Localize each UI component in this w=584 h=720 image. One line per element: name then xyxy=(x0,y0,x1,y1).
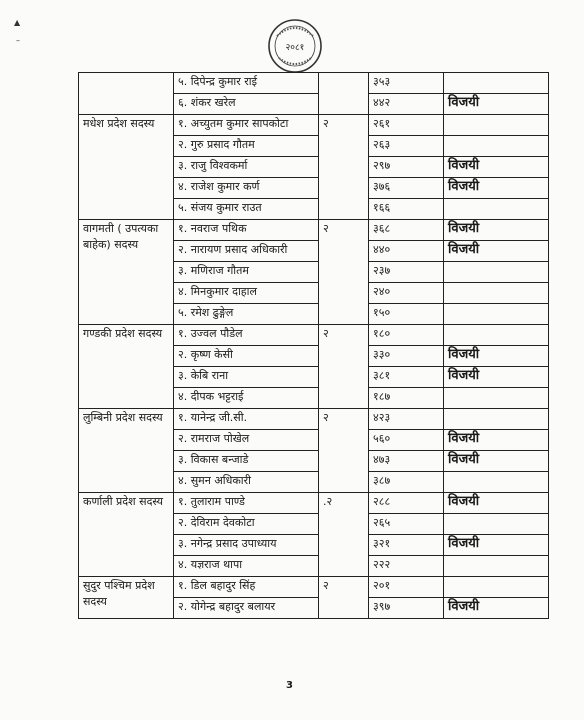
votes-cell: २८८ xyxy=(369,493,444,514)
votes-cell: २२२ xyxy=(369,556,444,577)
votes-cell: ३३० xyxy=(369,346,444,367)
candidate-cell: ४. राजेश कुमार कर्ण xyxy=(174,178,319,199)
candidate-cell: २. योगेन्द्र बहादुर बलायर xyxy=(174,598,319,619)
votes-cell: २६३ xyxy=(369,136,444,157)
candidate-cell: ३. राजु विश्वकर्मा xyxy=(174,157,319,178)
votes-cell: ४२३ xyxy=(369,409,444,430)
result-cell xyxy=(444,115,549,136)
result-cell xyxy=(444,304,549,325)
candidate-cell: १. डिल बहादुर सिंह xyxy=(174,577,319,598)
category-cell: सुदुर पश्चिम प्रदेश सदस्य xyxy=(79,577,174,619)
result-cell xyxy=(444,262,549,283)
candidate-cell: ५. संजय कुमार राउत xyxy=(174,199,319,220)
votes-cell: ३९७ xyxy=(369,598,444,619)
result-cell: विजयी xyxy=(444,241,549,262)
candidate-cell: ३. मणिराज गौतम xyxy=(174,262,319,283)
margin-mark: ▲ xyxy=(14,18,21,27)
table-row xyxy=(79,577,549,598)
candidate-cell: ४. यज्ञराज थापा xyxy=(174,556,319,577)
seats-cell: २ xyxy=(319,325,369,409)
candidate-cell: ३. नगेन्द्र प्रसाद उपाध्याय xyxy=(174,535,319,556)
result-cell: विजयी xyxy=(444,178,549,199)
result-cell xyxy=(444,325,549,346)
result-cell: विजयी xyxy=(444,535,549,556)
result-cell xyxy=(444,514,549,535)
votes-cell: २३७ xyxy=(369,262,444,283)
votes-cell: १५० xyxy=(369,304,444,325)
category-cell: मधेश प्रदेश सदस्य xyxy=(79,115,174,220)
table-row xyxy=(79,115,549,136)
result-cell: विजयी xyxy=(444,157,549,178)
votes-cell: ३६८ xyxy=(369,220,444,241)
candidate-cell: ३. विकास बन्जाडे xyxy=(174,451,319,472)
votes-cell: ४४० xyxy=(369,241,444,262)
table-row xyxy=(79,409,549,430)
seats-cell: २ xyxy=(319,220,369,325)
category-cell: लुम्बिनी प्रदेश सदस्य xyxy=(79,409,174,493)
seats-cell: २ xyxy=(319,115,369,220)
table-row xyxy=(79,493,549,514)
votes-cell: १८० xyxy=(369,325,444,346)
votes-cell: ३८७ xyxy=(369,472,444,493)
category-cell: गण्डकी प्रदेश सदस्य xyxy=(79,325,174,409)
candidate-cell: १. नवराज पथिक xyxy=(174,220,319,241)
category-cell xyxy=(79,73,174,115)
votes-cell: २६५ xyxy=(369,514,444,535)
seats-cell: २ xyxy=(319,577,369,619)
result-cell xyxy=(444,199,549,220)
votes-cell: २४० xyxy=(369,283,444,304)
result-cell: विजयी xyxy=(444,367,549,388)
votes-cell: ३७६ xyxy=(369,178,444,199)
result-cell xyxy=(444,388,549,409)
votes-cell: ५६० xyxy=(369,430,444,451)
category-cell: कर्णाली प्रदेश सदस्य xyxy=(79,493,174,577)
margin-mark: – xyxy=(16,36,20,45)
candidate-cell: १. तुलाराम पाण्डे xyxy=(174,493,319,514)
table-row xyxy=(79,73,549,94)
candidate-cell: ४. सुमन अधिकारी xyxy=(174,472,319,493)
candidate-cell: २. देविराम देवकोटा xyxy=(174,514,319,535)
votes-cell: ४४२ xyxy=(369,94,444,115)
table-row xyxy=(79,220,549,241)
election-results-table xyxy=(78,72,549,619)
result-cell: विजयी xyxy=(444,493,549,514)
candidate-cell: २. कृष्ण केसी xyxy=(174,346,319,367)
votes-cell: ३५३ xyxy=(369,73,444,94)
votes-cell: २०१ xyxy=(369,577,444,598)
emblem-seal xyxy=(267,18,323,74)
candidate-cell: ६. शंकर खरेल xyxy=(174,94,319,115)
category-cell: वागमती ( उपत्यका बाहेक) सदस्य xyxy=(79,220,174,325)
candidate-cell: ४. मिनकुमार दाहाल xyxy=(174,283,319,304)
result-cell xyxy=(444,556,549,577)
votes-cell: १६६ xyxy=(369,199,444,220)
votes-cell: ३२१ xyxy=(369,535,444,556)
result-cell: विजयी xyxy=(444,94,549,115)
candidate-cell: १. उज्वल पौडेल xyxy=(174,325,319,346)
candidate-cell: १. अच्युतम कुमार सापकोटा xyxy=(174,115,319,136)
candidate-cell: ३. केबि राना xyxy=(174,367,319,388)
result-cell: विजयी xyxy=(444,451,549,472)
candidate-cell: ५. दिपेन्द्र कुमार राई xyxy=(174,73,319,94)
candidate-cell: १. यानेन्द्र जी.सी. xyxy=(174,409,319,430)
result-cell xyxy=(444,73,549,94)
candidate-cell: २. नारायण प्रसाद अधिकारी xyxy=(174,241,319,262)
result-cell xyxy=(444,409,549,430)
result-cell: विजयी xyxy=(444,220,549,241)
seats-cell: २ xyxy=(319,409,369,493)
votes-cell: २६१ xyxy=(369,115,444,136)
votes-cell: ४७३ xyxy=(369,451,444,472)
result-cell: विजयी xyxy=(444,346,549,367)
candidate-cell: ४. दीपक भट्टराई xyxy=(174,388,319,409)
result-cell xyxy=(444,136,549,157)
votes-cell: २९७ xyxy=(369,157,444,178)
page-number: 3 xyxy=(286,680,293,691)
result-cell xyxy=(444,283,549,304)
result-cell: विजयी xyxy=(444,430,549,451)
seal-text: २०८१ xyxy=(285,43,305,53)
table-row xyxy=(79,325,549,346)
result-cell xyxy=(444,577,549,598)
result-cell: विजयी xyxy=(444,598,549,619)
result-cell xyxy=(444,472,549,493)
seats-cell xyxy=(319,73,369,115)
candidate-cell: ५. रमेश ढुङ्गेल xyxy=(174,304,319,325)
candidate-cell: २. गुरु प्रसाद गौतम xyxy=(174,136,319,157)
candidate-cell: २. रामराज पोखेल xyxy=(174,430,319,451)
seats-cell: .२ xyxy=(319,493,369,577)
votes-cell: ३८१ xyxy=(369,367,444,388)
votes-cell: १८७ xyxy=(369,388,444,409)
